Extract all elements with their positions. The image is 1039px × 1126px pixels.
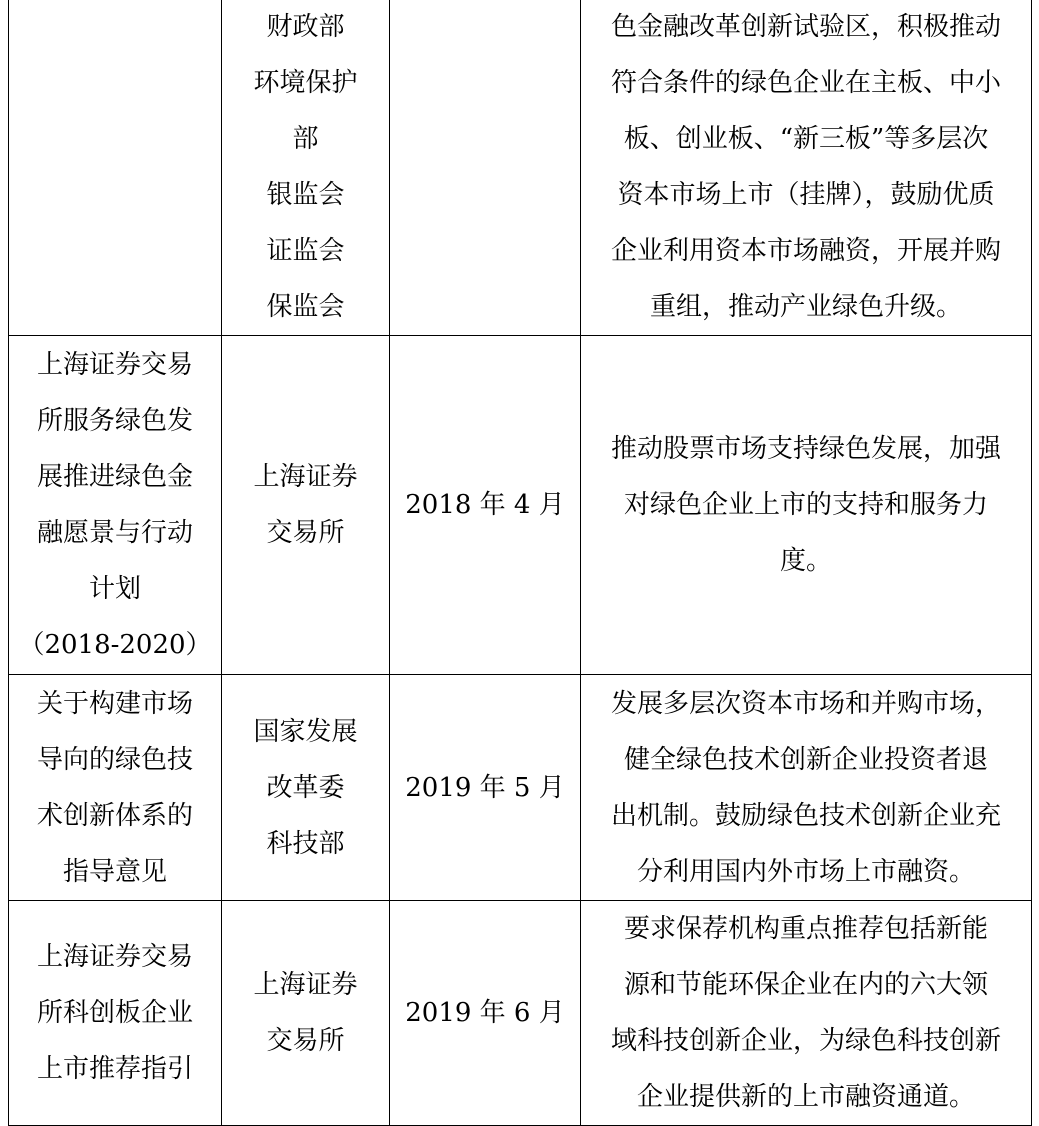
content-line: 对绿色企业上市的支持和服务力	[623, 490, 988, 520]
content-line: 重组，推动产业绿色升级。	[649, 292, 962, 322]
document-line: 融愿景与行动	[36, 518, 193, 548]
document-line: 上海证券交易	[36, 350, 193, 380]
issuer-line: 上海证券	[253, 970, 358, 1000]
document-name-cell	[9, 336, 222, 675]
content-line: 推动股票市场支持绿色发展，加强	[610, 434, 1001, 464]
issuer-line: 改革委	[266, 772, 345, 803]
issuer-line: 银监会	[266, 180, 345, 210]
date-cell	[390, 0, 581, 336]
document-line: （2018-2020）	[18, 630, 212, 660]
table-row	[9, 336, 1032, 675]
document-line: 计划	[88, 574, 141, 604]
content-line: 源和节能环保企业在内的六大领	[623, 970, 988, 1000]
content-line: 色金融改革创新试验区，积极推动	[610, 12, 1001, 42]
content-line: 出机制。鼓励绿色技术创新企业充	[610, 800, 1001, 831]
issuer-line: 交易所	[266, 1026, 345, 1056]
content-line: 发展多层次资本市场和并购市场，	[610, 688, 1001, 719]
issuer-line: 科技部	[266, 828, 345, 859]
issuer-line: 环境保护	[253, 68, 358, 98]
date-cell: 2019 年 6 月	[390, 901, 581, 1126]
document-line: 指导意见	[62, 856, 167, 887]
issuer-cell	[222, 675, 390, 901]
content-line: 企业利用资本市场融资，开展并购	[610, 236, 1001, 266]
content-line: 度。	[779, 546, 832, 576]
content-line: 健全绿色技术创新企业投资者退	[623, 744, 988, 775]
document-line: 术创新体系的	[36, 800, 193, 831]
content-line: 资本市场上市（挂牌），鼓励优质	[617, 180, 995, 210]
issuer-cell	[222, 901, 390, 1126]
content-line: 分利用国内外市场上市融资。	[636, 856, 975, 887]
document-line: 上海证券交易	[36, 942, 193, 972]
content-cell	[581, 336, 1032, 675]
document-line: 关于构建市场	[36, 688, 193, 719]
content-line: 企业提供新的上市融资通道。	[636, 1082, 975, 1112]
content-cell	[581, 0, 1032, 336]
issuer-line: 国家发展	[253, 716, 358, 747]
table-row	[9, 901, 1032, 1126]
content-line: 要求保荐机构重点推荐包括新能	[623, 914, 988, 944]
document-line: 展推进绿色金	[36, 462, 193, 492]
issuer-line: 保监会	[266, 292, 345, 322]
table-row	[9, 0, 1032, 336]
table-row	[9, 675, 1032, 901]
document-line: 上市推荐指引	[36, 1054, 193, 1084]
document-name-cell	[9, 0, 222, 336]
document-name-cell	[9, 901, 222, 1126]
content-line: 域科技创新企业，为绿色科技创新	[610, 1026, 1001, 1056]
issuer-line: 证监会	[266, 236, 345, 266]
document-line: 所服务绿色发	[36, 406, 193, 436]
document-line: 导向的绿色技	[36, 744, 193, 775]
document-line: 所科创板企业	[36, 998, 193, 1028]
content-cell	[581, 675, 1032, 901]
issuer-line: 上海证券	[253, 462, 358, 492]
content-line: 板、创业板、“新三板”等多层次	[623, 124, 989, 154]
content-line: 符合条件的绿色企业在主板、中小	[610, 68, 1001, 98]
issuer-line: 交易所	[266, 518, 345, 548]
content-cell	[581, 901, 1032, 1126]
green-finance-policy-table	[8, 0, 1032, 1126]
document-name-cell	[9, 675, 222, 901]
issuer-line: 财政部	[266, 12, 345, 42]
date-cell: 2019 年 5 月	[390, 675, 581, 901]
issuer-cell	[222, 336, 390, 675]
issuer-line: 部	[292, 124, 319, 154]
date-cell: 2018 年 4 月	[390, 336, 581, 675]
issuer-cell	[222, 0, 390, 336]
